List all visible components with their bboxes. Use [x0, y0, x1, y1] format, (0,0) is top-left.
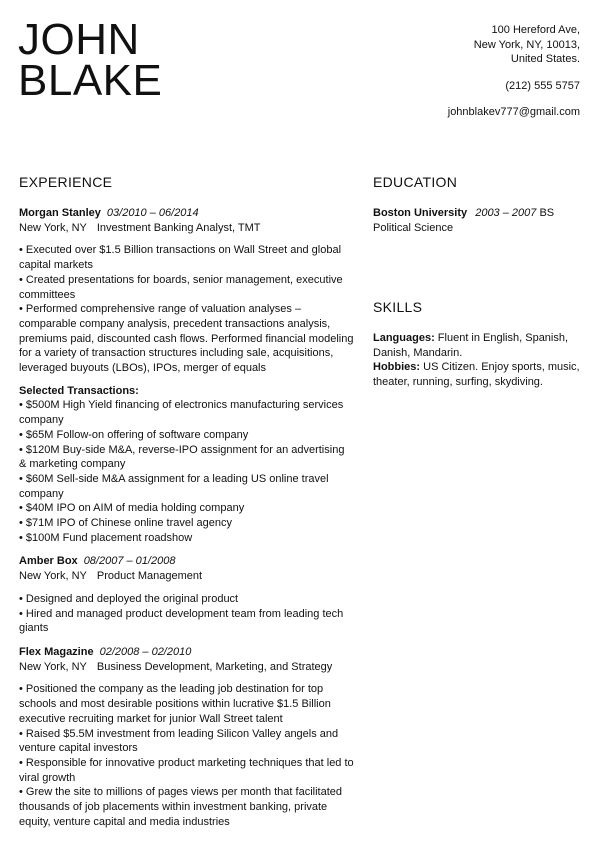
phone-number: (212) 555 5757: [505, 79, 580, 92]
company-name: Morgan Stanley: [19, 207, 101, 219]
address-line-3: United States.: [510, 53, 580, 65]
job-bullet: • Created presentations for boards, senior management, executive committees: [19, 273, 343, 301]
job-bullet: • Performed comprehensive range of valuation analyses – comparable company analysis, precedent transactions analysis, premiums paid, discounted cash flows. Performed financial modeling for a variety of transaction structures including sale, acquisitions, leveraged buyouts (LBOs), IPOs, merger of equals: [19, 303, 354, 375]
transaction-bullet: • $40M IPO on AIM of media holding company: [19, 502, 245, 515]
job-bullet: • Executed over $1.5 Billion transactions on Wall Street and global capital markets: [19, 244, 342, 272]
candidate-name: [18, 15, 163, 105]
transaction-bullet: • $100M Fund placement roadshow: [19, 531, 193, 544]
job-role: Business Development, Marketing, and Strategy: [96, 660, 333, 673]
transaction-bullet: • $71M IPO of Chinese online travel agency: [19, 517, 232, 530]
skills-heading: SKILLS: [373, 299, 423, 315]
company-name: Amber Box: [19, 555, 78, 568]
job-location: New York, NY: [19, 570, 87, 583]
job-bullet: • Designed and deployed the original product: [19, 592, 239, 605]
languages-label: Languages:: [373, 332, 435, 344]
degree: BS Political Science: [373, 207, 555, 234]
company-name: Flex Magazine: [19, 645, 94, 658]
job-dates: 02/2008 – 02/2010: [99, 645, 192, 658]
job-dates: 03/2010 – 06/2014: [106, 207, 199, 219]
job-entry: [19, 645, 354, 829]
skills-section: [373, 331, 588, 390]
email-address[interactable]: johnblakev777@gmail.com: [447, 106, 580, 118]
last-name: BLAKE: [18, 56, 163, 105]
selected-transactions-heading: Selected Transactions:: [19, 384, 139, 397]
transaction-bullet: • $500M High Yield financing of electronics manufacturing services company: [19, 399, 344, 427]
hobbies-value: US Citizen. Enjoy sports, music, theater, running, surfing, skydiving.: [373, 361, 580, 389]
education-entry: [373, 206, 588, 235]
hobbies-entry: [373, 360, 588, 389]
hobbies-label: Hobbies:: [373, 361, 421, 374]
address-line-2: New York, NY, 10013,: [473, 38, 580, 51]
transaction-bullet: • $120M Buy-side M&A, reverse-IPO assignment for an advertising & marketing company: [19, 443, 345, 471]
transaction-bullet: • $60M Sell-side M&A assignment for a leading US online travel company: [19, 472, 329, 500]
education-dates: 2003 – 2007: [475, 207, 537, 219]
job-bullet: • Responsible for innovative product marketing techniques that led to viral growth: [19, 756, 354, 784]
job-location: New York, NY: [19, 660, 87, 673]
job-location: New York, NY: [19, 221, 87, 234]
languages-entry: [373, 331, 588, 360]
address-line-1: 100 Hereford Ave,: [491, 24, 580, 36]
transaction-bullet: • $65M Follow-on offering of software company: [19, 428, 249, 441]
job-entry: [19, 554, 354, 636]
job-role: Investment Banking Analyst, TMT: [96, 221, 261, 234]
first-name: JOHN: [18, 15, 140, 64]
job-bullet: • Grew the site to millions of pages views per month that facilitated thousands of job placements within investment banking, private equity, venture capital and media industries: [19, 786, 343, 828]
job-role: Product Management: [96, 570, 203, 583]
languages-value: Fluent in English, Spanish, Danish, Mandarin.: [373, 332, 569, 359]
contact-block: [448, 23, 580, 120]
school-name: Boston University: [373, 207, 468, 219]
job-bullet: • Hired and managed product development team from leading tech giants: [19, 607, 344, 635]
job-bullet: • Raised $5.5M investment from leading Silicon Valley angels and venture capital investors: [19, 727, 339, 755]
experience-heading: EXPERIENCE: [19, 174, 113, 190]
experience-section: [19, 206, 354, 829]
job-dates: 08/2007 – 01/2008: [83, 555, 176, 568]
job-entry: [19, 206, 354, 545]
education-heading: EDUCATION: [373, 174, 458, 190]
job-bullet: • Positioned the company as the leading job destination for top schools and most desirable positions within lucrative $1.5 Billion executive recruiting market for junior Wall Street talent: [19, 683, 331, 725]
